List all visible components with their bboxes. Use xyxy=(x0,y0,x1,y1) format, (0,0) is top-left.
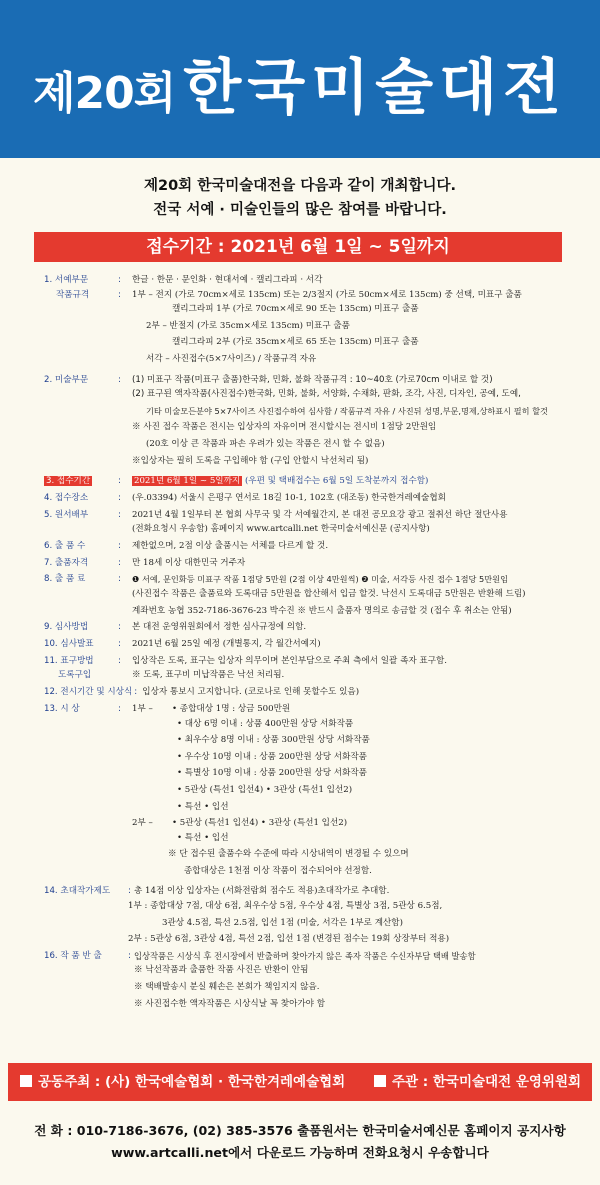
poster-title xyxy=(0,40,600,126)
section-label: 2. 미술부문 xyxy=(44,374,89,385)
award-note: ※ 단 접수된 출품수와 수준에 따라 시상내역이 변경될 수 있으며 xyxy=(168,849,409,860)
section-label: 7. 출품자격 xyxy=(44,557,89,568)
award-note: 종합대상은 1천점 이상 작품이 접수되어야 선정함. xyxy=(184,865,372,876)
catalog-row xyxy=(44,669,584,683)
section-label: 13. 시 상 xyxy=(44,703,80,714)
section-location: 4. 접수장소 : (우.03394) 서울시 은평구 연서로 18길 10-1, 102호 (대조동) 한국한겨레예술협회 xyxy=(44,492,584,506)
art-line-1: (1) 미표구 작품(미표구 출품)한국화, 민화, 불화 작품규격 : 10~40호 (가로70cm 이내로 할 것) xyxy=(132,374,493,385)
section-value: 한글 · 한문 · 문인화 · 현대서예 · 캘리그라피 · 서각 xyxy=(132,275,323,285)
section-judging: 9. 심사방법 : 본 대전 운영위원회에서 정한 심사규정에 의함. xyxy=(44,621,584,635)
section-art: 2. 미술부문 : (1) 미표구 작품(미표구 출품)한국화, 민화, 불화 작품규격 : 10~40호 (가로70cm 이내로 할 것) xyxy=(44,374,584,388)
section-exhibition: 12. 전시기간 및 시상식 : 입상자 통보시 고지합니다. (코로나로 인해 못할수도 있음) xyxy=(44,686,584,700)
header-banner xyxy=(0,0,600,158)
section-label: 1. 서예부문 xyxy=(44,275,89,285)
award-item: • 5관상 (특선1 입선4) • 3관상 (특선1 입선2) xyxy=(177,784,353,795)
announcement-value: 2021년 6월 25일 예정 (개별통지, 각 월간서예지) xyxy=(132,639,321,649)
section-eligibility: 7. 출품자격 : 만 18세 이상 대한민국 거주자 xyxy=(44,557,584,571)
size-label: 작품규격 xyxy=(56,289,90,300)
section-fee: 8. 출 품 료 : ❶ 서예, 문인화등 미표구 작품 1점당 5만원 (2점 이상 4만원씩) ❷ 미술, 서각등 사진 접수 1점당 5만원임 xyxy=(44,573,584,587)
award-item: • 특선 • 입선 xyxy=(177,832,229,843)
section-return: 16. 작 품 반 출 : 입상작품은 시상식 후 전시장에서 반출하며 찾아가지 않은 족자 작품은 수신자부담 택배 발송함 xyxy=(44,950,584,964)
size-line-4: 캘리그라피 2부 (가로 35cm×세로 65 또는 135cm) 미표구 출품 xyxy=(172,337,419,348)
organizers-banner xyxy=(8,1063,592,1101)
application-line-1: 2021년 4월 1일부터 본 협회 사무국 및 각 서예월간지, 본 대전 공모요강 광고 절취선 하단 절단사용 xyxy=(132,509,508,520)
host-text: 주관 : 한국미술대전 운영위원회 xyxy=(392,1074,582,1090)
square-bullet-icon xyxy=(374,1075,386,1087)
award-item: • 특선 • 입선 xyxy=(177,801,229,812)
section-label: 6. 출 품 수 xyxy=(44,540,86,551)
application-line-2: (전화요청시 우송함) 홈페이지 www.artcalli.net 한국미술서예신문 (공지사항) xyxy=(132,524,430,535)
return-value: 입상작품은 시상식 후 전시장에서 반출하며 찾아가지 않은 족자 작품은 수신자부담 택배 발송함 xyxy=(134,950,476,961)
section-label: 11. 표구방법 xyxy=(44,655,94,666)
awards-part2 xyxy=(44,817,584,831)
section-period: 3. 접수기간 : 2021년 6월 1일 ~ 5일까지 (우편 및 택배접수는 6월 5일 도착분까지 접수함) xyxy=(46,476,429,487)
catalog-value: ※ 도록, 표구비 미납작품은 낙선 처리됨. xyxy=(132,670,285,681)
return-note: ※ 사진접수한 액자작품은 시상식날 꼭 찾아가야 함 xyxy=(134,998,326,1009)
art-line-5: (20호 이상 큰 작품과 파손 우려가 있는 작품은 전시 할 수 없음) xyxy=(146,438,385,449)
intro-line-2: 전국 서예 · 미술인들의 많은 참여를 바랍니다. xyxy=(153,202,447,218)
art-line-4: ※ 사진 접수 작품은 전시는 입상자의 자유이며 전시할시는 전시비 1점당 2만원임 xyxy=(132,422,437,433)
art-line-6: ※입상자는 필히 도록을 구입해야 함 (구입 안할시 낙선처리 됨) xyxy=(132,455,369,466)
exhibition-value: 입상자 통보시 고지합니다. (코로나로 인해 못할수도 있음) xyxy=(142,687,360,698)
edition-label: 제20회 xyxy=(32,68,176,119)
invited-line: 1부 : 종합대상 7점, 대상 6점, 최우수상 5점, 우수상 4점, 특별상 3점, 5관상 6.5점, xyxy=(128,901,443,912)
section-calligraphy: 1. 서예부문 : 한글 · 한문 · 문인화 · 현대서예 · 캘리그라피 · 서각 xyxy=(44,274,584,288)
section-label: 5. 원서배부 xyxy=(44,509,89,520)
submission-period-banner: 접수기간 : 2021년 6월 1일 ~ 5일까지 xyxy=(34,232,562,262)
square-bullet-icon xyxy=(20,1075,32,1087)
award-item: • 최우수상 8명 이내 : 상품 300만원 상당 서화작품 xyxy=(177,735,370,746)
contact-line-1: 전 화 : 010-7186-3676, (02) 385-3576 출품원서는 한국미술서예신문 홈페이지 공지사항 xyxy=(34,1123,566,1138)
section-invited-artist: 14. 초대작가제도 : 총 14점 이상 입상자는 (서화전람회 점수도 적용)초대작가로 추대함. xyxy=(44,885,584,899)
section-application: 5. 원서배부 : 2021년 4월 1일부터 본 협회 사무국 및 각 서예월간지, 본 대전 공모요강 광고 절취선 하단 절단사용 xyxy=(44,509,584,523)
period-value: 2021년 6월 1일 ~ 5일까지 xyxy=(134,476,241,487)
period-note: (우편 및 택배접수는 6월 5일 도착분까지 접수함) xyxy=(244,476,429,487)
invited-line: 3관상 4.5점, 특선 2.5점, 입선 1점 (미술, 서각은 1부로 계산함) xyxy=(162,917,403,928)
art-line-3: 기타 미술모든분야 5×7사이즈 사진접수하여 심사함 / 작품규격 자유 / 사진뒤 성명,부문,명제,상하표시 필히 할것 xyxy=(146,405,548,416)
contact-info xyxy=(0,1120,600,1164)
event-name: 한국미술대전 xyxy=(183,53,567,123)
intro-text xyxy=(0,174,600,222)
return-note: ※ 택배발송시 분실 훼손은 본회가 책임지지 않음. xyxy=(134,982,320,993)
size-line-3: 2부 – 반절지 (가로 35cm×세로 135cm) 미표구 출품 xyxy=(146,320,350,331)
details-section xyxy=(44,274,584,1014)
return-note: ※ 낙선작품과 출품한 작품 사진은 반환이 안됨 xyxy=(134,965,309,976)
section-label: 9. 심사방법 xyxy=(44,622,89,633)
section-announcement: 10. 심사발표 : 2021년 6월 25일 예정 (개별통지, 각 월간서예지) xyxy=(44,638,584,652)
catalog-label: 도록구입 xyxy=(58,670,92,681)
contact-line-2: www.artcalli.net에서 다운로드 가능하며 전화요청시 우송합니다 xyxy=(111,1145,489,1160)
section-label: 8. 출 품 료 xyxy=(44,574,86,585)
award-item: • 5관상 (특선1 입선4) • 3관상 (특선1 입선2) xyxy=(172,818,348,829)
section-label: 10. 심사발표 xyxy=(44,639,94,649)
judging-value: 본 대전 운영위원회에서 정한 심사규정에 의함. xyxy=(132,622,307,633)
section-entries: 6. 출 품 수 : 제한없으며, 2점 이상 출품시는 서체를 다르게 할 것. xyxy=(44,540,584,554)
awards-part2-prefix: 2부 – xyxy=(132,818,153,829)
size-line-2: 캘리그라피 1부 (가로 70cm×세로 90 또는 135cm) 미표구 출품 xyxy=(172,304,419,315)
fee-line-3: 계좌번호 농협 352-7186-3676-23 박수진 ※ 반드시 출품자 명의로 송금할 것 (접수 후 취소는 안됨) xyxy=(132,605,512,616)
section-label: 16. 작 품 반 출 xyxy=(44,950,102,961)
eligibility-value: 만 18세 이상 대한민국 거주자 xyxy=(132,557,246,568)
award-item: • 종합대상 1명 : 상금 500만원 xyxy=(172,703,291,714)
section-framing: 11. 표구방법 : 입상작은 도록, 표구는 입상자 의무이며 본인부담으로 주최 측에서 일괄 족자 표구함. xyxy=(44,655,584,669)
section-label: 14. 초대작가제도 xyxy=(44,886,111,897)
award-item: • 대상 6명 이내 : 상품 400만원 상당 서화작품 xyxy=(177,718,354,729)
size-spec-row: 작품규격 : 1부 – 전지 (가로 70cm×세로 135cm) 또는 2/3절지 (가로 50cm×세로 135cm) 중 선택, 미표구 출품 xyxy=(44,289,584,303)
invited-line: 2부 : 5관상 6점, 3관상 4점, 특선 2점, 입선 1점 (변경된 점수는 19회 상장부터 적용) xyxy=(128,934,450,945)
organizers-text: 공동주최 : (사) 한국예술협회 · 한국한겨레예술협회 xyxy=(38,1074,346,1090)
entries-value: 제한없으며, 2점 이상 출품시는 서체를 다르게 할 것. xyxy=(132,540,329,551)
fee-line-1: ❶ 서예, 문인화등 미표구 작품 1점당 5만원 (2점 이상 4만원씩) ❷ 미술, 서각등 사진 접수 1점당 5만원임 xyxy=(132,574,508,585)
section-label: 3. 접수기간 xyxy=(46,476,91,487)
size-line-1: 1부 – 전지 (가로 70cm×세로 135cm) 또는 2/3절지 (가로 50cm×세로 135cm) 중 선택, 미표구 출품 xyxy=(132,289,522,300)
award-item: • 우수상 10명 이내 : 상품 200만원 상당 서화작품 xyxy=(177,751,367,762)
art-line-2: (2) 표구된 액자작품(사진접수)한국화, 민화, 불화, 서양화, 수채화, 판화, 조각, 사진, 디자인, 공예, 도예, xyxy=(132,389,521,400)
framing-value: 입상작은 도록, 표구는 입상자 의무이며 본인부담으로 주최 측에서 일괄 족자 표구함. xyxy=(132,655,448,666)
invited-value: 총 14점 이상 입상자는 (서화전람회 점수도 적용)초대작가로 추대함. xyxy=(134,886,390,897)
award-item: • 특별상 10명 이내 : 상품 200만원 상당 서화작품 xyxy=(177,768,367,779)
awards-part1-prefix: 1부 – xyxy=(132,703,153,714)
size-line-5: 서각 – 사진접수(5×7사이즈) / 작품규격 자유 xyxy=(146,353,317,364)
intro-line-1: 제20회 한국미술대전을 다음과 같이 개최합니다. xyxy=(143,178,456,194)
location-value: (우.03394) 서울시 은평구 연서로 18길 10-1, 102호 (대조동) 한국한겨레예술협회 xyxy=(132,492,446,503)
section-label: 12. 전시기간 및 시상식 xyxy=(44,687,133,698)
section-awards: 13. 시 상 : 1부 – • 종합대상 1명 : 상금 500만원 xyxy=(44,703,584,717)
section-label: 4. 접수장소 xyxy=(44,492,89,503)
fee-line-2: (사진접수 작품은 출품료와 도록대금 5만원을 합산해서 입금 할것. 낙선시 도록대금 5만원은 반환해 드림) xyxy=(132,589,526,600)
